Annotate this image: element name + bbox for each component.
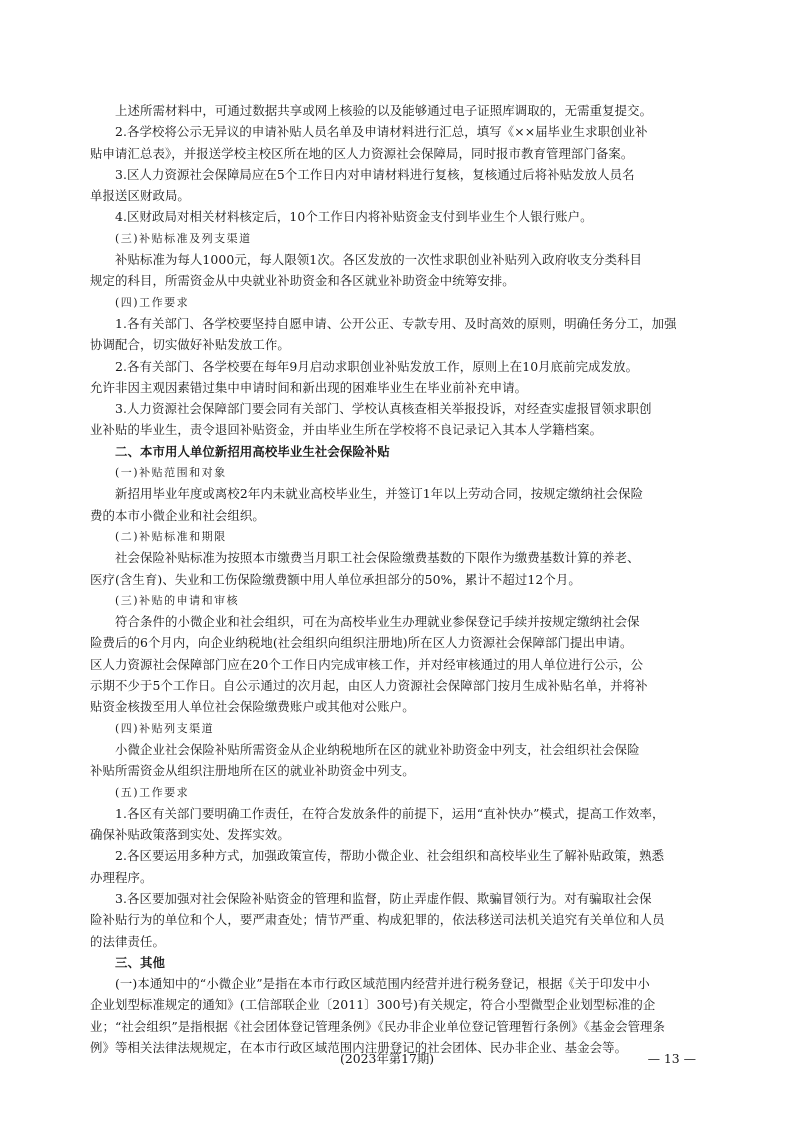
text-line: 协调配合，切实做好补贴发放工作。 [90, 337, 290, 353]
text-line: 补贴标准为每人1000元，每人限领1次。各区发放的一次性求职创业补贴列入政府收支分类科目 [115, 252, 643, 268]
text-line: 二、本市用人单位新招用高校毕业生社会保险补贴 [115, 443, 390, 459]
text-line: 医疗(含生育)、失业和工伤保险缴费额中用人单位承担部分的50%，累计不超过12个月。 [90, 571, 581, 587]
text-line: 贴申请汇总表》，并报送学校主校区所在地的区人力资源社会保障局，同时报市教育管理部门备案。 [90, 145, 634, 161]
text-line: 3.各区要加强对社会保险补贴资金的管理和监督，防止弄虚作假、欺骗冒领行为。对有骗取社会保 [115, 890, 652, 906]
text-line: 3.区人力资源社会保障局应在5个工作日内对申请材料进行复核，复核通过后将补贴发放人员名 [115, 166, 635, 182]
text-line: 示期不少于5个工作日。自公示通过的次月起，由区人力资源社会保障部门按月生成补贴名单，并将补 [90, 678, 648, 694]
text-line: 三、其他 [115, 954, 165, 970]
text-line: 1.各有关部门、各学校要坚持自愿申请、公开公正、专款专用、及时高效的原则，明确任务分工，加强 [115, 315, 677, 331]
text-line: (四)补贴列支渠道 [115, 721, 215, 735]
text-line: (二)补贴标准和期限 [115, 529, 227, 543]
text-line: (一)补贴范围和对象 [115, 466, 227, 480]
text-line: (三)补贴标准及列支渠道 [115, 231, 252, 245]
text-line: 业补贴的毕业生，责令退回补贴资金，并由毕业生所在学校将不良记录记入其本人学籍档案。 [90, 422, 603, 438]
text-line: 业；“社会组织”是指根据《社会团体登记管理条例》《民办非企业单位登记管理暂行条例》《基金会管理条 [90, 1018, 666, 1034]
text-line: 区人力资源社会保障部门应在20个工作日内完成审核工作，并对经审核通过的用人单位进行公示，公 [90, 656, 644, 672]
issue-label: (2023年第17期) [340, 1051, 435, 1066]
text-line: 确保补贴政策落到实处、发挥实效。 [90, 827, 290, 843]
document-body [90, 100, 704, 1058]
text-line: 办理程序。 [90, 869, 153, 885]
text-line: 的法律责任。 [90, 933, 165, 949]
text-line: (一)本通知中的“小微企业”是指在本市行政区域范围内经营并进行税务登记，根据《关于印发中小 [115, 976, 650, 992]
text-line: 2.各有关部门、各学校要在每年9月启动求职创业补贴发放工作，原则上在10月底前完成发放。 [115, 358, 639, 374]
text-line: (四)工作要求 [115, 295, 190, 309]
text-line: 单报送区财政局。 [90, 188, 190, 204]
text-line: 1.各区有关部门要明确工作责任，在符合发放条件的前提下，运用“直补快办”模式，提高工作效率， [115, 805, 665, 821]
text-line: 费的本市小微企业和社会组织。 [90, 507, 265, 523]
page-footer [90, 1048, 704, 1069]
text-line: 例》等相关法律法规规定，在本市行政区域范围内注册登记的社会团体、民办非企业、基金会等。 [90, 1040, 628, 1056]
text-line: 2.各学校将公示无异议的申请补贴人员名单及申请材料进行汇总，填写《××届毕业生求职创业补 [115, 124, 648, 140]
text-line: 2.各区要运用多种方式，加强政策宣传，帮助小微企业、社会组织和高校毕业生了解补贴政策，熟悉 [115, 848, 665, 864]
text-line: 企业划型标准规定的通知》(工信部联企业〔2011〕300号)有关规定，符合小型微型企业划型标准的企 [90, 997, 656, 1013]
text-line: 贴资金核拨至用人单位社会保险缴费账户或其他对公账户。 [90, 699, 415, 715]
text-line: 规定的科目，所需资金从中央就业补助资金和各区就业补助资金中统筹安排。 [90, 273, 515, 289]
text-line: 险补贴行为的单位和个人，要严肃查处；情节严重、构成犯罪的，依法移送司法机关追究有关单位和人员 [90, 912, 665, 928]
text-line: 险费后的6个月内，向企业纳税地(社会组织向组织注册地)所在区人力资源社会保障部门提出申请。 [90, 635, 633, 651]
text-line: 符合条件的小微企业和社会组织，可在为高校毕业生办理就业参保登记手续并按规定缴纳社会保 [115, 614, 640, 630]
text-line: 新招用毕业年度或离校2年内未就业高校毕业生，并签订1年以上劳动合同，按规定缴纳社会保险 [115, 486, 644, 502]
text-line: 4.区财政局对相关材料核定后，10个工作日内将补贴资金支付到毕业生个人银行账户。 [115, 209, 593, 225]
text-line: 社会保险补贴标准为按照本市缴费当月职工社会保险缴费基数的下限作为缴费基数计算的养老、 [115, 550, 640, 566]
text-line: 上述所需材料中，可通过数据共享或网上核验的以及能够通过电子证照库调取的，无需重复提交。 [115, 103, 653, 118]
text-line: 补贴所需资金从组织注册地所在区的就业补助资金中列支。 [90, 763, 415, 779]
text-line: 小微企业社会保险补贴所需资金从企业纳税地所在区的就业补助资金中列支，社会组织社会保险 [115, 741, 640, 757]
text-line: 3.人力资源社会保障部门要会同有关部门、学校认真核查相关举报投诉，对经查实虚报冒领求职创 [115, 401, 652, 417]
page-number: — 13 — [647, 1051, 696, 1066]
text-line: (五)工作要求 [115, 785, 190, 799]
text-line: 允许非因主观因素错过集中申请时间和新出现的困难毕业生在毕业前补充申请。 [90, 379, 528, 395]
text-line: (三)补贴的申请和审核 [115, 593, 240, 607]
